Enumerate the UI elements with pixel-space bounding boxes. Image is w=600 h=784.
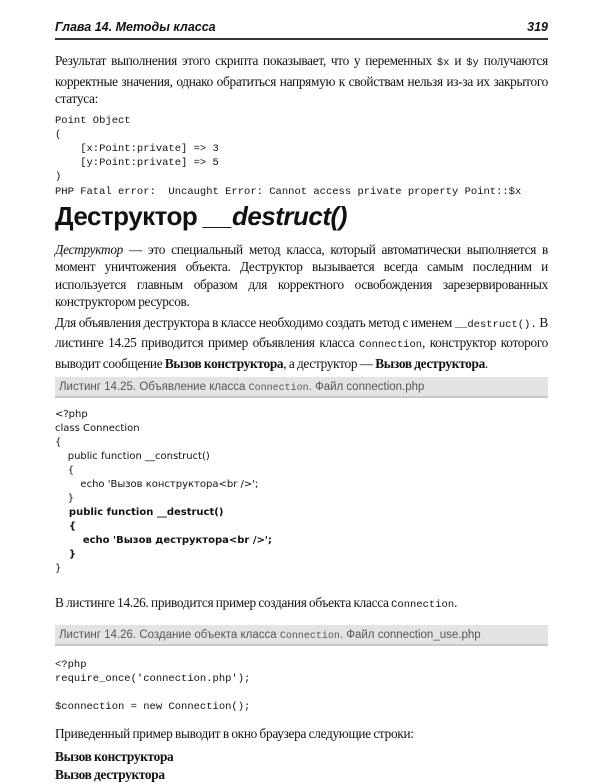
text: В листинге 14.26. приводится пример создания объекта класса [55, 595, 392, 611]
code-listing-14-25-part2: public function __destruct() { echo 'Вызов деструктора<br />'; } [68, 507, 272, 561]
text: Листинг 14.25. Объявление класса [59, 381, 249, 394]
listing-caption-14-25 [55, 377, 548, 398]
page-number: 319 [527, 20, 548, 34]
text: получаются корректные значения, однако обратиться напрямую к свойствам нельзя из-за их закрытого статуса: [55, 53, 548, 106]
bold-text: Вызов конструктора [164, 355, 284, 371]
code-output: Point Object ( [x:Point:private] => 3 [y:Point:private] => 5 ) PHP Fatal error: Uncaught Error: Cannot access private property Point::$x [55, 114, 522, 198]
text: Для объявления деструктора в классе необходимо создать метод с именем [55, 314, 455, 330]
text: — это специальный метод класса, который автоматически выполняется в момент уничтожения объекта. Деструктор вызывается всегда самым последним и используется главным образом для корректного освобождения зарезервированных конструктором ресурсов. [55, 241, 548, 310]
section-heading [55, 201, 548, 231]
text: . [484, 355, 488, 371]
paragraph-destructor [55, 241, 548, 311]
code-listing-14-26: <?php require_once('connection.php'); $connection = new Connection(); [55, 658, 251, 714]
text: Листинг 14.26. Создание объекта класса [59, 628, 280, 641]
text: , конструктор которого выводит сообщение [55, 335, 548, 371]
chapter-title: Глава 14. Методы класса [55, 20, 216, 34]
heading-method: __destruct() [204, 200, 347, 231]
text: Результат выполнения этого скрипта показывает, что у переменных [55, 53, 437, 68]
text: . Файл connection.php [308, 381, 425, 394]
code-inline: Connection [248, 383, 309, 395]
bold-text: Вызов деструктора [375, 355, 485, 371]
heading-text: Деструктор [55, 200, 205, 231]
text: В листинге 14.25 приводится пример объявления класса [55, 314, 549, 351]
code-inline: $x [436, 57, 450, 69]
text: , а деструктор — [283, 355, 376, 371]
output-line-2: Вызов деструктора [55, 766, 165, 782]
code-inline: __destruct(). [454, 318, 537, 331]
listing-caption-14-26 [55, 625, 548, 646]
code-inline: $y [466, 57, 479, 69]
text: . Файл connection_use.php [339, 628, 481, 641]
text: и [449, 53, 467, 68]
paragraph-result [55, 52, 548, 108]
code-listing-14-25-part3: } [55, 563, 62, 575]
code-listing-14-25-part1: <?php class Connection { public function __construct() { echo 'Вызов конструктора<br />'; } [55, 409, 259, 505]
paragraph-listing-26 [55, 594, 548, 615]
term: Деструктор [55, 241, 124, 257]
code-inline: Connection [391, 599, 455, 612]
text: . [454, 595, 458, 611]
paragraph-declaration [55, 314, 548, 373]
code-inline: Connection [279, 630, 340, 642]
running-header [55, 16, 548, 40]
code-inline: Connection [359, 339, 423, 352]
output-line-1: Вызов конструктора [55, 749, 174, 765]
paragraph-output: Приведенный пример выводит в окно браузера следующие строки: [55, 725, 414, 741]
